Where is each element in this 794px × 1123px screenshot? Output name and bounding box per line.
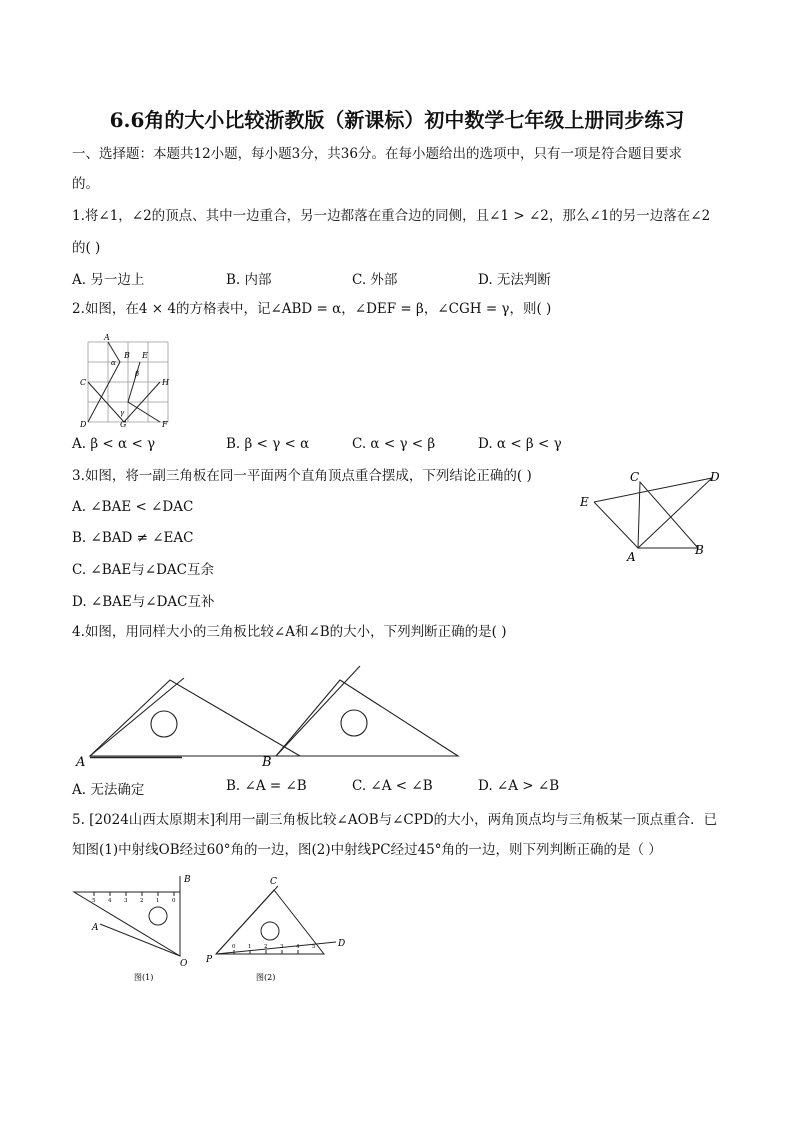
q4-option-a: A. 无法确定 [72,782,145,798]
q5-fig1-ruler-4: 4 [108,898,112,904]
q2-option-a: A. β < α < γ [72,436,156,452]
q3-option-c: C. ∠BAE与∠DAC互余 [72,562,214,578]
q5-fig1-ruler-1: 1 [156,898,160,904]
q5-fig1-ruler-2: 2 [140,898,144,904]
q3-triangles-svg [574,464,734,570]
q4-label-a: A [76,755,86,770]
q1-stem-line2: 的( ) [72,240,101,256]
q5-fig1-ruler-0: 0 [172,898,176,904]
section-instructions-line1: 一、选择题：本题共12小题，每小题3分，共36分。在每小题给出的选项中，只有一项是符合题目要求 [72,146,682,162]
q5-label-d: D [338,939,346,949]
q2-label-e: E [142,351,148,360]
q2-label-c: C [80,378,87,387]
q3-label-b: B [695,543,704,557]
q2-label-g: G [120,420,127,428]
q2-label-b: B [124,351,130,360]
q1-option-a: A. 另一边上 [72,272,145,288]
q2-label-gamma: γ [120,409,125,417]
q2-options [72,436,732,456]
q4-label-b: B [262,755,272,770]
q2-label-d: D [80,420,87,428]
q5-label-a: A [92,923,99,933]
q3-stem: 3.如图，将一副三角板在同一平面两个直角顶点重合摆成，下列结论正确的( ) [72,468,532,484]
q1-options [72,268,732,288]
q4-options [72,778,732,798]
q2-grid-figure [74,330,184,432]
q5-stem-line1: 5. [2024山西太原期末]利用一副三角板比较∠AOB与∠CPD的大小，两角顶点均与三角板某一顶点重合．已 [72,812,718,828]
q3-label-c: C [630,470,640,484]
q5-fig1-triangle [74,876,180,956]
q5-fig2-ruler-5: 5 [312,944,316,950]
q4-option-c: C. ∠A < ∠B [352,778,433,794]
q5-fig2-ruler-3: 3 [280,944,284,950]
q3-option-d: D. ∠BAE与∠DAC互补 [72,594,215,610]
q2-option-c: C. α < γ < β [352,436,436,452]
q2-label-a: A [104,333,110,342]
q5-figure [70,870,360,994]
q2-option-d: D. α < β < γ [478,436,562,452]
q5-fig1-ruler-3: 3 [124,898,128,904]
q5-fig1-ruler-numbers [92,898,176,904]
q1-option-b: B. 内部 [226,272,272,288]
q3-triangles-figure [574,464,734,574]
q5-label-o: O [180,959,188,969]
q3-triangle-lines [594,478,712,548]
q3-option-b: B. ∠BAD ≠ ∠EAC [72,530,194,546]
q5-fig1-ruler-5: 5 [92,898,96,904]
q1-stem-line1: 1.将∠1，∠2的顶点、其中一边重合，另一边都落在重合边的同侧，且∠1 > ∠2，那么∠1的另一边落在∠2 [72,208,711,224]
q5-stem-line2: 知图(1)中射线OB经过60°角的一边，图(2)中射线PC经过45°角的一边，则下列判断正确的是（ ） [72,842,662,858]
q4-option-d: D. ∠A > ∠B [478,778,560,794]
q3-label-d: D [710,470,720,484]
q2-grid-svg [74,330,184,428]
q5-fig2-ruler-0: 0 [232,944,236,950]
q2-option-b: B. β < γ < α [226,436,310,452]
q5-label-p: P [206,955,213,965]
q5-caption-2: 图(2) [256,973,276,982]
q4-stem: 4.如图，用同样大小的三角板比较∠A和∠B的大小，下列判断正确的是( ) [72,624,507,640]
q3-label-a: A [627,550,636,564]
q5-fig2-ruler-1: 1 [248,944,252,950]
q5-figure-svg [70,870,360,990]
q2-label-alpha: α [111,359,116,367]
q4-triangles-figure [72,662,472,776]
q5-label-c: C [270,877,277,887]
q5-label-b: B [184,875,191,885]
page-title: 6.6角的大小比较浙教版（新课标）初中数学七年级上册同步练习 [109,108,685,132]
q4-triangles-svg [72,662,472,772]
q4-triangle-a [90,678,300,758]
q5-caption-1: 图(1) [134,973,154,982]
q3-option-a: A. ∠BAE < ∠DAC [72,499,194,515]
q2-label-h: H [162,378,169,387]
q1-option-d: D. 无法判断 [478,272,551,288]
q3-label-e: E [580,495,589,509]
q4-option-b: B. ∠A = ∠B [226,778,307,794]
q4-triangle-b [276,666,458,756]
section-instructions-line2: 的。 [72,176,99,192]
q2-stem: 2.如图，在4 × 4的方格表中，记∠ABD = α，∠DEF = β，∠CGH = γ，则( ) [72,301,552,317]
q2-label-f: F [162,420,168,428]
q5-fig2-ruler-2: 2 [264,944,268,950]
q1-option-c: C. 外部 [352,272,398,288]
q5-fig2-ruler-4: 4 [296,944,300,950]
q2-label-beta: β [135,370,140,378]
